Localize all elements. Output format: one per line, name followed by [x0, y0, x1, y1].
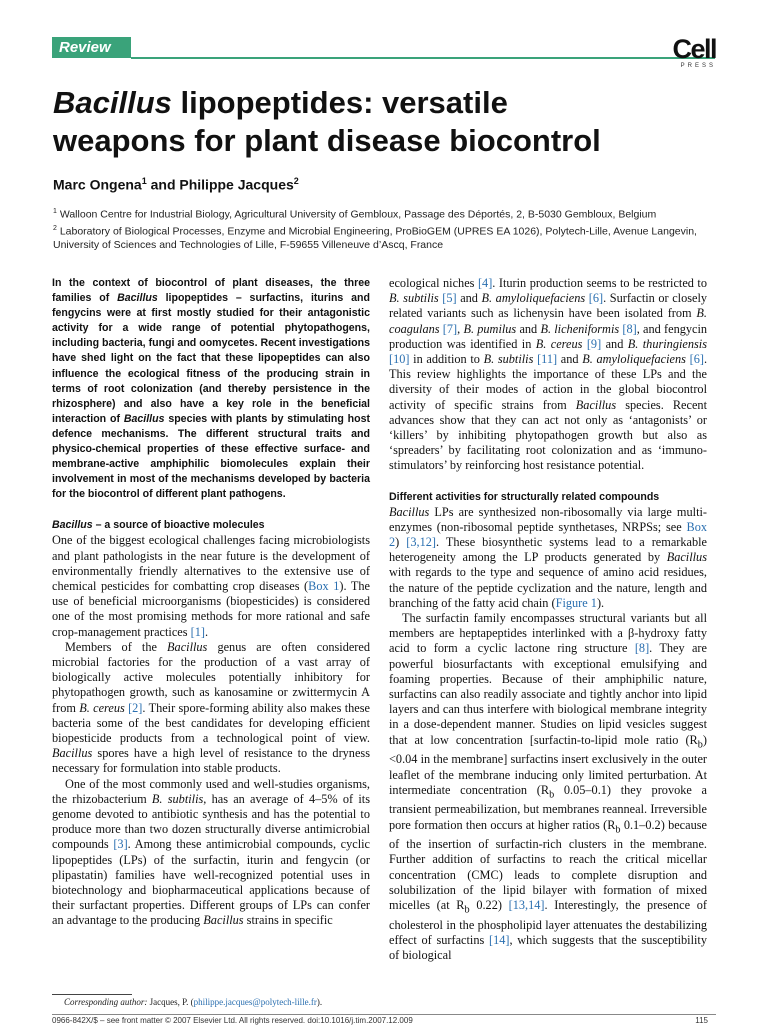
- text: . They are powerful biosurfactants with exceptional emulsifying and foaming properties. Because of their amphiphilic nature, surfactins can also readily associate and tightly anchor into lipid layers and can thus interfere with biological membrane integrity in a dose-dependent manner. Studies on lipid vesicles suggest that at low concentration [surfactin-to-lipid mole ratio (R: [389, 641, 707, 747]
- text: , and fengycin production was identified in: [389, 321, 708, 351]
- affiliations: [53, 205, 723, 253]
- italic-text: B. coagulans: [389, 306, 707, 336]
- footnote-label: Corresponding author:: [64, 997, 150, 1007]
- abstract-text: In the context of biocontrol of plant diseases, the three families of: [52, 277, 370, 305]
- subscript: b: [549, 789, 555, 801]
- abstract-text: species with plants by stimulating host defence mechanisms. The different structural traits and physico-chemical properties of these effective surface- and membrane-active amphiphilic biomolecules explain their involvement in most of the mechanisms developed by bacteria for the biocontrol of different plant pathogens.: [52, 412, 371, 501]
- affiliation-2-sup: 2: [53, 225, 57, 232]
- reference-link[interactable]: [6]: [588, 291, 604, 306]
- text: The surfactin family encompasses structural variants but all members are heptapeptides interlinked with a β-hydroxy fatty acid to form a cyclic lactone ring structure: [389, 611, 707, 656]
- footnote-close: ).: [316, 997, 323, 1007]
- affiliation-1-sup: 1: [53, 208, 57, 215]
- reference-link[interactable]: [3,12]: [406, 535, 436, 550]
- italic-text: Bacillus: [575, 397, 617, 412]
- corresponding-author: [64, 997, 322, 1007]
- reference-link[interactable]: [5]: [442, 291, 457, 306]
- paragraph: [52, 777, 370, 929]
- title-italic: Bacillus: [53, 85, 172, 120]
- reference-link[interactable]: [8]: [622, 321, 637, 336]
- subscript: b: [697, 739, 703, 751]
- text: . These biosynthetic systems lead to a remarkable heterogeneity among the LP products generated by: [389, 535, 707, 565]
- paragraph: [389, 611, 707, 963]
- reference-link[interactable]: [1]: [190, 624, 205, 639]
- text: ): [395, 535, 407, 550]
- italic-text: B. cereus: [79, 700, 125, 715]
- page-number: 115: [695, 1016, 708, 1025]
- text: , has an average of 4–5% of its genome devoted to antibiotic synthesis and has the potential to produce more than two dozen structurally diverse antimicrobial compounds: [52, 791, 370, 852]
- italic-text: Bacillus: [203, 913, 244, 928]
- title-line2: weapons for plant disease biocontrol: [53, 123, 601, 158]
- text: , which suggests that the susceptibility of biological: [389, 932, 707, 963]
- author-connector: and: [146, 176, 180, 193]
- heading-text: – a source of bioactive molecules: [92, 519, 265, 532]
- journal-logo: [672, 36, 716, 70]
- reference-link[interactable]: [7]: [442, 321, 458, 336]
- text: 0.22): [469, 898, 509, 913]
- journal-logo-word: Cell: [672, 34, 716, 64]
- author-1: Marc Ongena: [53, 176, 142, 193]
- right-column: [389, 276, 707, 963]
- text: spores have a high level of resistance to the dryness necessary for formulation into stable products.: [52, 746, 370, 776]
- text: genus are often considered microbial factories for the production of a vast array of biologically active molecules potentially inhibitory for phytopathogen growth, such as kanosamine or zwittermycin A from: [52, 639, 370, 715]
- text: . Surfactin or closely related variants such as lichenysin have been isolated from: [389, 291, 708, 321]
- abstract: [52, 276, 370, 502]
- italic-text: B. amyloliquefaciens: [481, 291, 586, 306]
- reference-link[interactable]: [2]: [128, 700, 143, 715]
- reference-link[interactable]: [8]: [634, 641, 650, 656]
- affiliation-1: [53, 205, 723, 222]
- text: ) <0.04 in the membrane] surfactins insert exclusively in the outer leaflet of the membrane inducing only limited perturbation. At intermediate concentration (R: [389, 732, 707, 797]
- footnote-rule: [52, 994, 132, 995]
- text: . Their spore-forming ability also makes these bacteria some of the best candidates for developing efficient biopesticide products from a technological point of view.: [52, 700, 370, 746]
- text: 0.05–0.1) they provoke a transient permeabilization, but membranes reanneal. Irreversible pore formation then occurs at higher ratios (R: [389, 782, 708, 832]
- text: . Iturin production seems to be restricted to: [492, 276, 707, 290]
- text: species. Recent advances show that they can act not only as ‘antagonists’ or ‘killers’ by inhibiting phytopathogen growth but also as ‘spreaders’ by facilitating root colonization and as ‘immuno-stimulators’ by reinforcing host resistance potential.: [389, 397, 708, 473]
- text: and: [601, 336, 628, 351]
- italic-text: B. amyloliquefaciens: [582, 352, 686, 367]
- text: LPs are synthesized non-ribosomally via large multi-enzymes (non-ribosomal peptide synthetases, NRPSs; see: [389, 504, 707, 534]
- italic-text: B. thuringiensis: [627, 336, 707, 351]
- italic-text: Bacillus: [666, 550, 707, 565]
- text: strains in specific: [243, 913, 333, 928]
- author-2-sup: 2: [293, 176, 299, 186]
- footnote-name: Jacques, P. (: [149, 997, 194, 1007]
- paragraph: [52, 640, 370, 777]
- text: Members of the: [65, 639, 168, 654]
- text: . This review highlights the importance of these LPs and the diversity of their modes of action in the global biocontrol activity of specific strains from: [389, 352, 708, 412]
- author-1-sup: 1: [141, 176, 147, 186]
- abstract-italic: Bacillus: [123, 412, 165, 425]
- affiliation-1-text: Walloon Centre for Industrial Biology, Agricultural University of Gembloux, Passage des Déportés, 2, B-5030 Gembloux, Belgium: [56, 208, 657, 221]
- affiliation-2-text: Laboratory of Biological Processes, Enzyme and Microbial Engineering, ProBioGEM (UPRES EA 1026), Polytech-Lille, Avenue Langevin, University of Sciences and Technologies of Lille, F-59655 Villeneuve d’Ascq, France: [53, 225, 697, 251]
- text: . Interestingly, the presence of cholesterol in the phospholipid layer attenuates the destabilizing effect of surfactins: [389, 898, 707, 947]
- italic-text: B. subtilis: [483, 352, 534, 367]
- italic-text: B. pumilus: [463, 321, 517, 336]
- italic-text: B. subtilis: [151, 791, 204, 806]
- text: One of the biggest ecological challenges facing microbiologists and plant pathologists in the near future is the development of environmentally friendly alternatives to the extensive use of chemical pesticides for combatting crop diseases (: [52, 533, 370, 594]
- italic-text: B. subtilis: [389, 291, 439, 306]
- author-2: Philippe Jacques: [179, 176, 294, 193]
- reference-link[interactable]: [14]: [489, 932, 510, 947]
- reference-link[interactable]: [13,14]: [508, 898, 545, 913]
- text: with regards to the type and sequence of amino acid residues, the nature of the peptide cyclization and the nature, length and branching of the fatty acid chain (: [389, 565, 707, 610]
- italic-text: B. licheniformis: [540, 321, 620, 336]
- text: ). The use of beneficial microorganisms (biopesticides) is considered one of the most promising methods for more rational and safe crop-management practices: [52, 579, 371, 639]
- section-label: Review: [52, 37, 131, 58]
- header-rule: [131, 57, 715, 59]
- italic-text: Bacillus: [389, 504, 430, 519]
- email-link[interactable]: philippe.jacques@polytech-lille.fr: [193, 997, 317, 1007]
- text: and: [516, 321, 541, 336]
- author-list: [53, 176, 299, 193]
- reference-link[interactable]: [10]: [389, 352, 410, 367]
- italic-text: Bacillus: [52, 746, 93, 761]
- paragraph: [52, 533, 370, 639]
- text: and: [557, 352, 583, 367]
- heading-italic: Bacillus: [52, 519, 93, 532]
- figure-link[interactable]: Figure 1: [555, 595, 597, 610]
- box-link[interactable]: Box 1: [308, 579, 340, 594]
- section-heading: Different activities for structurally related compounds: [389, 490, 660, 503]
- abstract-italic: Bacillus: [117, 292, 158, 305]
- journal-logo-press: PRESS: [680, 63, 716, 69]
- footer-copyright: 0966-842X/$ – see front matter © 2007 Elsevier Ltd. All rights reserved. doi:10.1016/j.tim.2007.12.009: [52, 1016, 413, 1025]
- text: and: [456, 291, 482, 306]
- text: ).: [596, 595, 605, 610]
- article-title: [53, 84, 723, 160]
- reference-link[interactable]: [9]: [586, 336, 602, 351]
- italic-text: B. cereus: [535, 336, 583, 351]
- footer-rule: [52, 1014, 716, 1015]
- text: ,: [457, 321, 464, 336]
- abstract-text: lipopeptides – surfactins, iturins and fengycins were at first mostly studied for their antagonistic activity for a wide range of potential phytopathogens, including bacteria, fungi and oomycetes. Recent investigations have shed light on the fact that these lipopeptides can also influence the ecological fitness of the producing strain in terms of root colonization (and thereby persistence in the rhizosphere) and also have a key role in the beneficial interaction of: [52, 292, 370, 425]
- reference-link[interactable]: [4]: [477, 276, 493, 290]
- subscript: b: [615, 824, 621, 836]
- reference-link[interactable]: [11]: [537, 352, 558, 367]
- reference-link[interactable]: [3]: [113, 837, 128, 852]
- left-column: [52, 276, 370, 929]
- reference-link[interactable]: [6]: [689, 352, 704, 367]
- title-line1-rest: lipopeptides: versatile: [171, 85, 508, 120]
- section-heading: [52, 518, 370, 533]
- paragraph: [389, 505, 707, 611]
- text: 0.1–0.2) because of the insertion of surfactin-rich clusters in the membrane. Further addition of surfactins to reach the critical micellar concentration (CMC) leads to complete disruption and solubilization of the lipid bilayer with formation of mixed micelles (at R: [389, 817, 707, 913]
- affiliation-2: [53, 222, 723, 253]
- text: ecological niches: [389, 276, 478, 290]
- box-link[interactable]: Box 2: [389, 519, 707, 550]
- text: One of the most commonly used and well-studies organisms, the rhizobacterium: [52, 776, 370, 806]
- subscript: b: [464, 904, 470, 916]
- text: in addition to: [409, 352, 484, 367]
- paragraph: [389, 276, 707, 474]
- italic-text: Bacillus: [167, 639, 208, 654]
- text: .: [204, 624, 209, 639]
- text: . Among these antimicrobial compounds, cyclic lipopeptides (LPs) of the surfactin, iturin and fengycin (or plipastatin) families have well-recognized potential uses in biotechnology and biopharmaceutical applications because of their surfactant properties. Different groups of LPs can confer an advantage to the producing: [52, 837, 370, 928]
